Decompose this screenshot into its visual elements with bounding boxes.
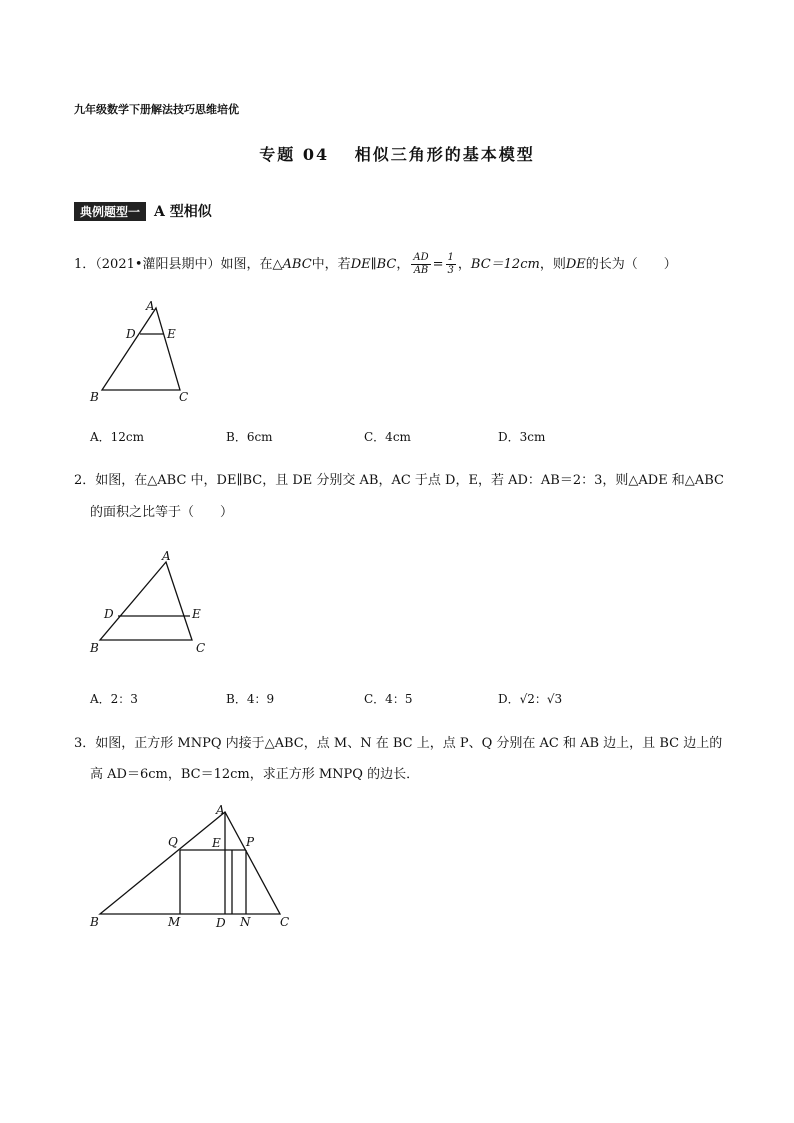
label-a: A (216, 803, 225, 817)
document-header: 九年级数学下册解法技巧思维培优 (74, 103, 239, 116)
label-n: N (240, 915, 251, 929)
fraction-ad-ab: $\frac{AD}{AB}$ (413, 252, 429, 276)
question-2-line-1: 2．如图，在△ABC 中，DE∥BC，且 DE 分别交 AB，AC 于点 D，E，若 AD：AB＝2：3，则△ADE 和△ABC (74, 473, 724, 488)
triangle-abc (100, 812, 280, 914)
label-d: D (216, 916, 226, 930)
fraction-one-third: $\frac{1}{3}$ (447, 252, 454, 276)
label-a: A (146, 299, 155, 313)
section-badge: 典例题型一 (74, 202, 146, 221)
label-p: P (246, 835, 255, 849)
label-e: E (212, 836, 221, 850)
question-3-figure (80, 800, 310, 940)
section-label: A 型相似 (154, 204, 212, 220)
question-1-figure (80, 298, 210, 408)
section-heading (74, 201, 212, 221)
label-q: Q (168, 835, 178, 849)
triangle-abc (102, 308, 180, 390)
label-c: C (196, 641, 206, 655)
q2-option-d: D．√2：√3 (498, 692, 563, 706)
label-d: D (104, 607, 114, 621)
q1-option-c: C．4cm (364, 430, 411, 444)
question-2-line-2: 的面积之比等于（ ） (90, 505, 234, 520)
question-3-line-1: 3．如图，正方形 MNPQ 内接于△ABC，点 M、N 在 BC 上，点 P、Q 分别在 AC 和 AB 边上，且 BC 边上的 (74, 736, 723, 751)
question-3-line-2: 高 AD＝6cm，BC＝12cm，求正方形 MNPQ 的边长． (90, 767, 420, 782)
page-title: 专题 04 相似三角形的基本模型 (259, 145, 535, 164)
q1-option-a: A．12cm (90, 430, 145, 444)
q2-option-a: A．2：3 (90, 692, 138, 706)
label-b: B (90, 390, 99, 404)
q1-option-d: D．3cm (498, 430, 546, 444)
triangle-abc (100, 562, 192, 640)
label-e: E (167, 327, 176, 341)
label-a: A (162, 549, 171, 563)
label-c: C (179, 390, 189, 404)
label-e: E (192, 607, 201, 621)
label-m: M (168, 915, 181, 929)
q2-option-c: C．4：5 (364, 692, 413, 706)
q1-option-b: B．6cm (226, 430, 273, 444)
label-b: B (90, 641, 99, 655)
label-d: D (126, 327, 136, 341)
label-c: C (280, 915, 290, 929)
label-b: B (90, 915, 99, 929)
question-1-stem: 1．（2021•灌阳县期中）如图，在△ABC中，若DE∥BC， $\frac{AD}{AB}$ = $\frac{1}{3}$ ，BC＝12cm，则DE的长为（ ） (74, 252, 677, 276)
q2-option-b: B．4：9 (226, 692, 275, 706)
question-2-figure (80, 546, 230, 656)
